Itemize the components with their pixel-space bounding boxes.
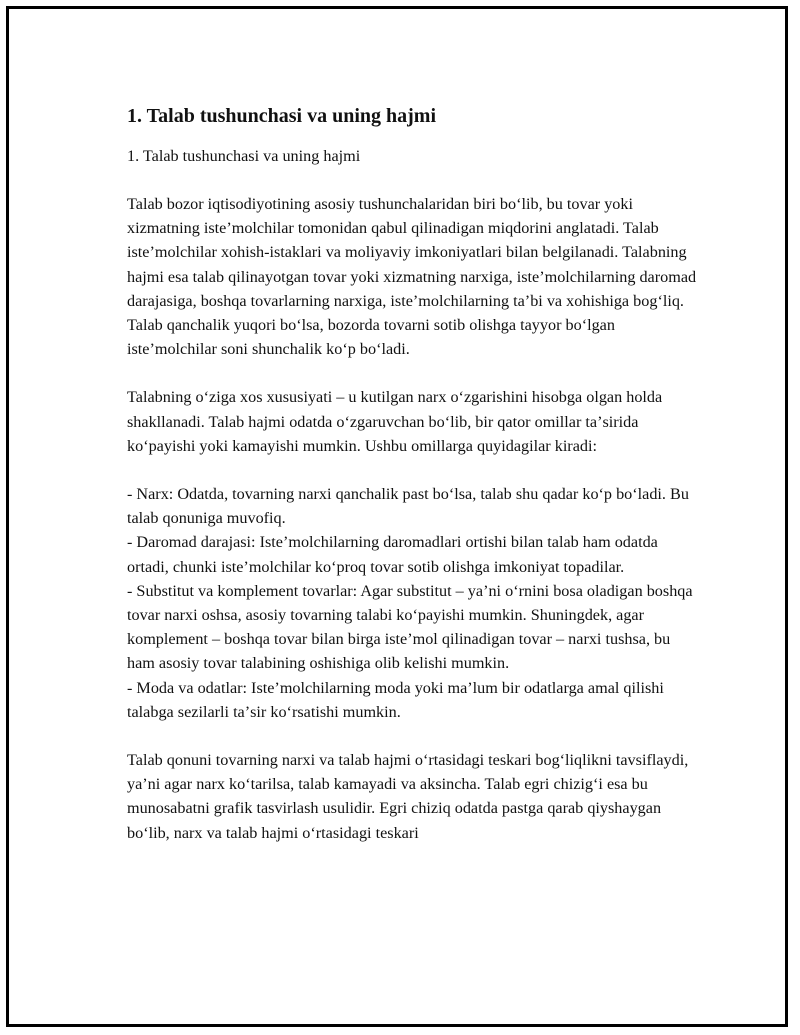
paragraph-intro: Talab bozor iqtisodiyotining asosiy tushunchalaridan biri boʻlib, bu tovar yoki xizmatning isteʼmolchilar tomonidan qabul qilinadigan miqdorini anglatadi. Talab isteʼmolchilar xohish-istaklari va moliyaviy imkoniyatlari bilan belgilanadi. Talabning hajmi esa talab qilinayotgan tovar yoki xizmatning narxiga, isteʼmolchilarning daromad darajasiga, boshqa tovarlarning narxiga, isteʼmolchilarning taʼbi va xohishiga bogʻliq. Talab qanchalik yuqori boʻlsa, bozorda tovarni sotib olishga tayyor boʻlgan isteʼmolchilar soni shunchalik koʻp boʻladi. [127,195,697,359]
list-item: - Substitut va komplement tovarlar: Agar substitut – yaʼni oʻrnini bosa oladigan boshqa tovar narxi oshsa, asosiy tovarning talabi koʻpayishi mumkin. Shuningdek, agar komplement – boshqa tovar bilan birga isteʼmol qilinadigan tovar – narxi tushsa, bu ham asosiy tovar talabining oshishiga olib kelishi mumkin. [127,581,693,673]
list-item: - Daromad darajasi: Isteʼmolchilarning daromadlari ortishi bilan talab ham odatda ortadi, chunki isteʼmolchilar koʻproq tovar sotib olishga imkoniyat topadilar. [127,533,658,576]
list-item: - Narx: Odatda, tovarning narxi qanchalik past boʻlsa, talab shu qadar koʻp boʻladi. Bu talab qonuniga muvofiq. [127,485,689,528]
section-subtitle: 1. Talab tushunchasi va uning hajmi [127,147,361,165]
document-body [127,102,702,869]
paragraph-closing: Talab qonuni tovarning narxi va talab hajmi oʻrtasidagi teskari bogʻliqlikni tavsiflaydi, yaʼni agar narx koʻtarilsa, talab kamayadi va aksincha. Talab egri chizigʻi esa bu munosabatni grafik tasvirlash usulidir. Egri chiziq odatda pastga qarab qiyshaygan boʻlib, narx va talab hajmi oʻrtasidagi teskari [127,751,689,842]
list-item: - Moda va odatlar: Isteʼmolchilarning moda yoki maʼlum bir odatlarga amal qilishi talabga sezilarli taʼsir koʻrsatishi mumkin. [127,678,664,721]
paragraph-features: Talabning oʻziga xos xususiyati – u kutilgan narx oʻzgarishini hisobga olgan holda shakllanadi. Talab hajmi odatda oʻzgaruvchan boʻlib, bir qator omillar taʼsirida koʻpayishi yoki kamayishi mumkin. Ushbu omillarga quyidagilar kiradi: [127,388,663,455]
factors-list [127,482,702,724]
document-title: 1. Talab tushunchasi va uning hajmi [127,105,437,127]
page-frame [6,6,788,1027]
